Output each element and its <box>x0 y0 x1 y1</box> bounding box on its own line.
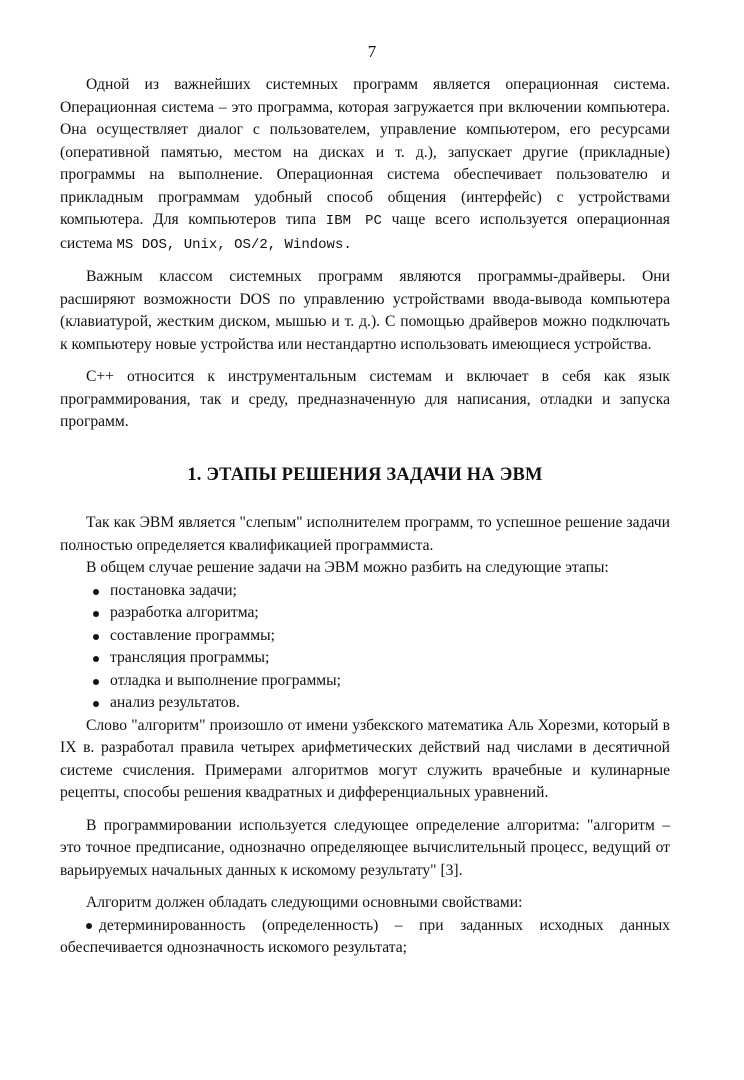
paragraph-properties-intro: Алгоритм должен обладать следующими основными свойствами: <box>86 894 523 911</box>
list-item: анализ результатов. <box>90 692 670 715</box>
list-item: отладка и выполнение программы; <box>90 670 670 693</box>
paragraph-cpp: С++ относится к инструментальным системам и включает в себя как язык программирования, так и среду, предназначенную для написания, отладки и запуска программ. <box>60 368 670 430</box>
paragraph-algorithm-origin: Слово "алгоритм" произошло от имени узбекского математика Аль Хорезми, который в IX в. разработал правила четырех арифметических действий над числами в десятичной системе счисления. Примерами алгоритмов могут служить врачебные и кулинарные рецепты, способы решения квадратных и дифференциальных уравнений. <box>60 716 670 801</box>
paragraph-stages-intro: В общем случае решение задачи на ЭВМ можно разбить на следующие этапы: <box>86 559 609 576</box>
paragraph-blind-executor: Так как ЭВМ является "слепым" исполнителем программ, то успешное решение задачи полностью определяется квалификацией программиста. <box>60 514 670 554</box>
bullet-icon <box>86 923 92 929</box>
os-text-part1: Одной из важнейших системных программ является операционная система. Операционная система – это программа, которая загружается при включении компьютера. Она осуществляет диалог с пользователем, управление компьютером, его ресурсами (оперативной памятью, местом на дисках и т. д.), запускает другие (прикладные) программы на выполнение. Операционная система обеспечивает пользователю и прикладным программам удобный способ общения (интерфейс) с устройствами компьютера. Для компьютеров типа <box>60 76 670 228</box>
property-text: детерминированность (определенность) – при заданных исходных данных обеспечивается однозначность искомого результата; <box>60 916 670 956</box>
list-item: составление программы; <box>90 625 670 648</box>
os-text-part2: чаще всего используется операционная система <box>60 211 670 252</box>
paragraph-property-determinism <box>60 915 670 960</box>
page-content <box>60 74 670 960</box>
ibm-pc-term: IBM PC <box>325 213 382 229</box>
section-heading: 1. ЭТАПЫ РЕШЕНИЯ ЗАДАЧИ НА ЭВМ <box>187 464 543 485</box>
paragraph-drivers: Важным классом системных программ являются программы-драйверы. Они расширяют возможности DOS по управлению устройствами ввода-вывода компьютера (клавиатурой, жестким диском, мышью и т. д.). С помощью драйверов можно подключать к компьютеру новые устройства или нестандартно использовать имеющиеся устройства. <box>60 268 670 353</box>
page-number: 7 <box>367 42 377 61</box>
list-item: трансляция программы; <box>90 647 670 670</box>
stages-list <box>60 580 670 715</box>
list-item: постановка задачи; <box>90 580 670 603</box>
list-item: разработка алгоритма; <box>90 602 670 625</box>
paragraph-operating-system <box>60 74 670 256</box>
os-list: MS DOS, Unix, OS/2, Windows. <box>116 236 352 253</box>
paragraph-algorithm-definition: В программировании используется следующее определение алгоритма: "алгоритм – это точное предписание, однозначно определяющее вычислительный процесс, ведущий от варьируемых начальных данных к искомому результату" [3]. <box>60 816 670 879</box>
